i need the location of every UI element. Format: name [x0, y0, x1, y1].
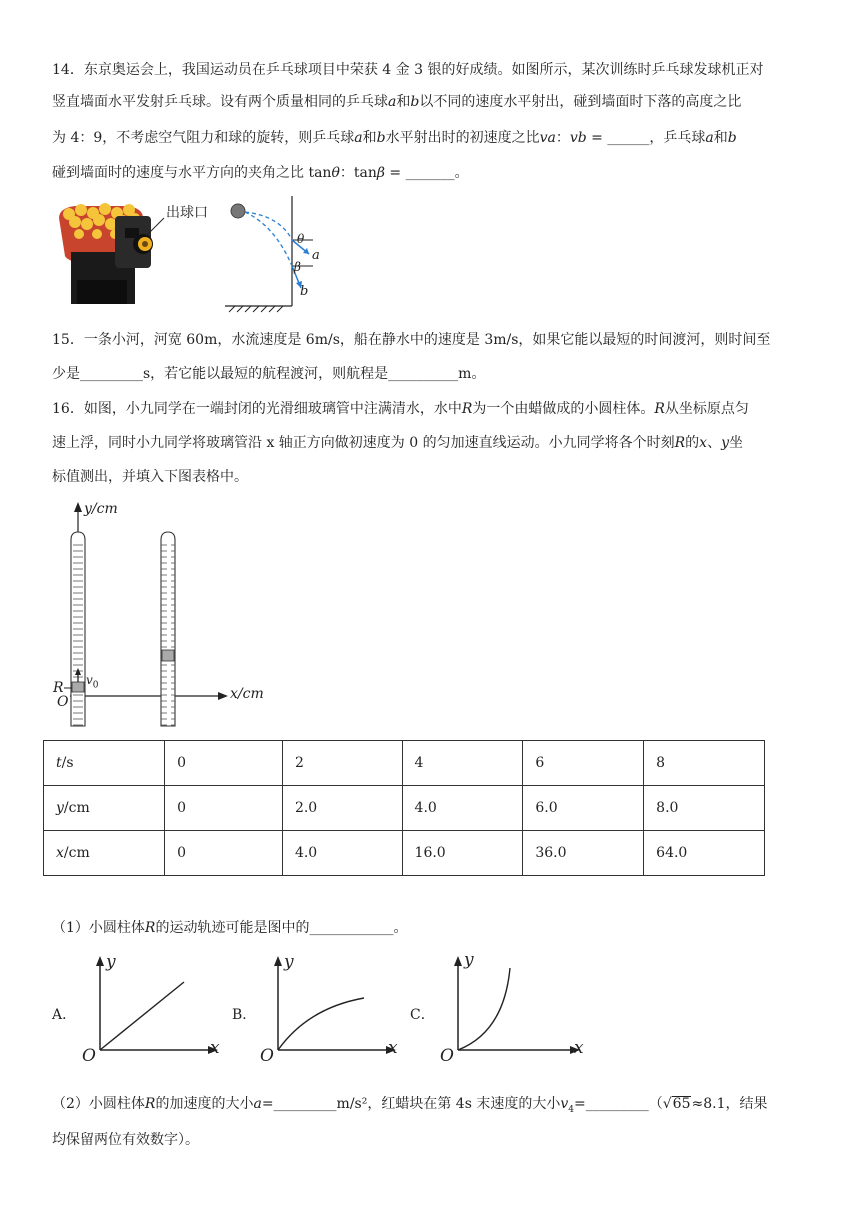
x-axis-label: x/cm: [230, 686, 264, 702]
q15-line2: 少是_________s，若它能以最短的航程渡河，则航程是__________m。: [52, 366, 486, 382]
q16-line3: 标值测出，并填入下图表格中。: [52, 469, 248, 485]
r-label: R: [53, 680, 64, 696]
q14-line4: 碰到墙面时的速度与水平方向的夹角之比 tanθ：tanβ = _______。: [52, 165, 469, 181]
option-b-x: x: [388, 1038, 398, 1058]
table-cell: 0: [165, 831, 283, 876]
table-cell: 6: [523, 741, 644, 786]
q15-line1: 15．一条小河，河宽 60m，水流速度是 6m/s，船在静水中的速度是 3m/s，如果它能以最短的时间渡河，则时间至: [52, 332, 771, 348]
table-row: [44, 786, 765, 831]
table-cell: 8: [644, 741, 765, 786]
v0-label: $v_0$: [86, 673, 99, 691]
option-c-o: O: [440, 1046, 454, 1066]
table-cell: 8.0: [644, 786, 765, 831]
option-c-label: C．: [410, 1007, 435, 1023]
option-a-x: x: [210, 1038, 220, 1058]
origin-label: O: [57, 694, 69, 710]
y-axis-label: y/cm: [84, 501, 118, 517]
q14-line1: 14．东京奥运会上，我国运动员在乒乓球项目中荣获 4 金 3 银的好成绩。如图所示，某次训练时乒乓球发球机正对: [52, 62, 764, 78]
table-cell: 2.0: [282, 786, 402, 831]
option-b-label: B．: [232, 1007, 257, 1023]
q14-line2: 竖直墙面水平发射乒乓球。设有两个质量相同的乒乓球a和b以不同的速度水平射出，碰到墙面时下落的高度之比: [52, 94, 742, 110]
table-cell: 6.0: [523, 786, 644, 831]
table-row-label: x/cm: [44, 831, 165, 876]
table-cell: 0: [165, 741, 283, 786]
option-c-y: y: [464, 950, 474, 970]
table-row: [44, 741, 765, 786]
option-c-x: x: [574, 1038, 584, 1058]
table-cell: 4.0: [282, 831, 402, 876]
table-cell: 36.0: [523, 831, 644, 876]
data-table: [43, 740, 765, 876]
table-row-label: y/cm: [44, 786, 165, 831]
q16-line2: 速上浮，同时小九同学将玻璃管沿 x 轴正方向做初速度为 0 的匀加速直线运动。小九同学将各个时刻R的x、y坐: [52, 435, 743, 451]
theta-label: θ: [297, 232, 305, 246]
q16-line1: 16．如图，小九同学在一端封闭的光滑细玻璃管中注满清水，水中R为一个由蜡做成的小圆柱体。R从坐标原点匀: [52, 401, 749, 417]
b-label: b: [300, 284, 309, 299]
option-a-o: O: [82, 1046, 96, 1066]
table-cell: 16.0: [402, 831, 523, 876]
trajectory-diagram: [225, 196, 345, 316]
table-cell: 64.0: [644, 831, 765, 876]
outlet-label: 出球口: [166, 205, 208, 221]
a-label: a: [312, 248, 320, 263]
table-cell: 4.0: [402, 786, 523, 831]
table-cell: 2: [282, 741, 402, 786]
q16-sub2: （2）小圆柱体R的加速度的大小a=_________m/s²，红蜡块在第 4s 末速度的大小$v_4=\_\_\_\_\_\_\_\_\_(√65\approx 8.1$，结果: [52, 1096, 768, 1115]
q16-sub1: （1）小圆柱体R的运动轨迹可能是图中的____________。: [52, 920, 408, 936]
option-b-o: O: [260, 1046, 274, 1066]
table-row-label: t/s: [44, 741, 165, 786]
option-a-label: A．: [52, 1007, 77, 1023]
table-cell: 0: [165, 786, 283, 831]
table-row: [44, 831, 765, 876]
table-cell: 4: [402, 741, 523, 786]
q16-sub2-line2: 均保留两位有效数字）。: [52, 1132, 199, 1148]
option-a-y: y: [106, 952, 116, 972]
option-b-y: y: [284, 952, 294, 972]
beta-label: β: [294, 260, 301, 274]
q14-line3: 为 4：9，不考虑空气阻力和球的旋转，则乒乓球a和b水平射出时的初速度之比va：vb = ______，乒乓球a和b: [52, 130, 737, 146]
